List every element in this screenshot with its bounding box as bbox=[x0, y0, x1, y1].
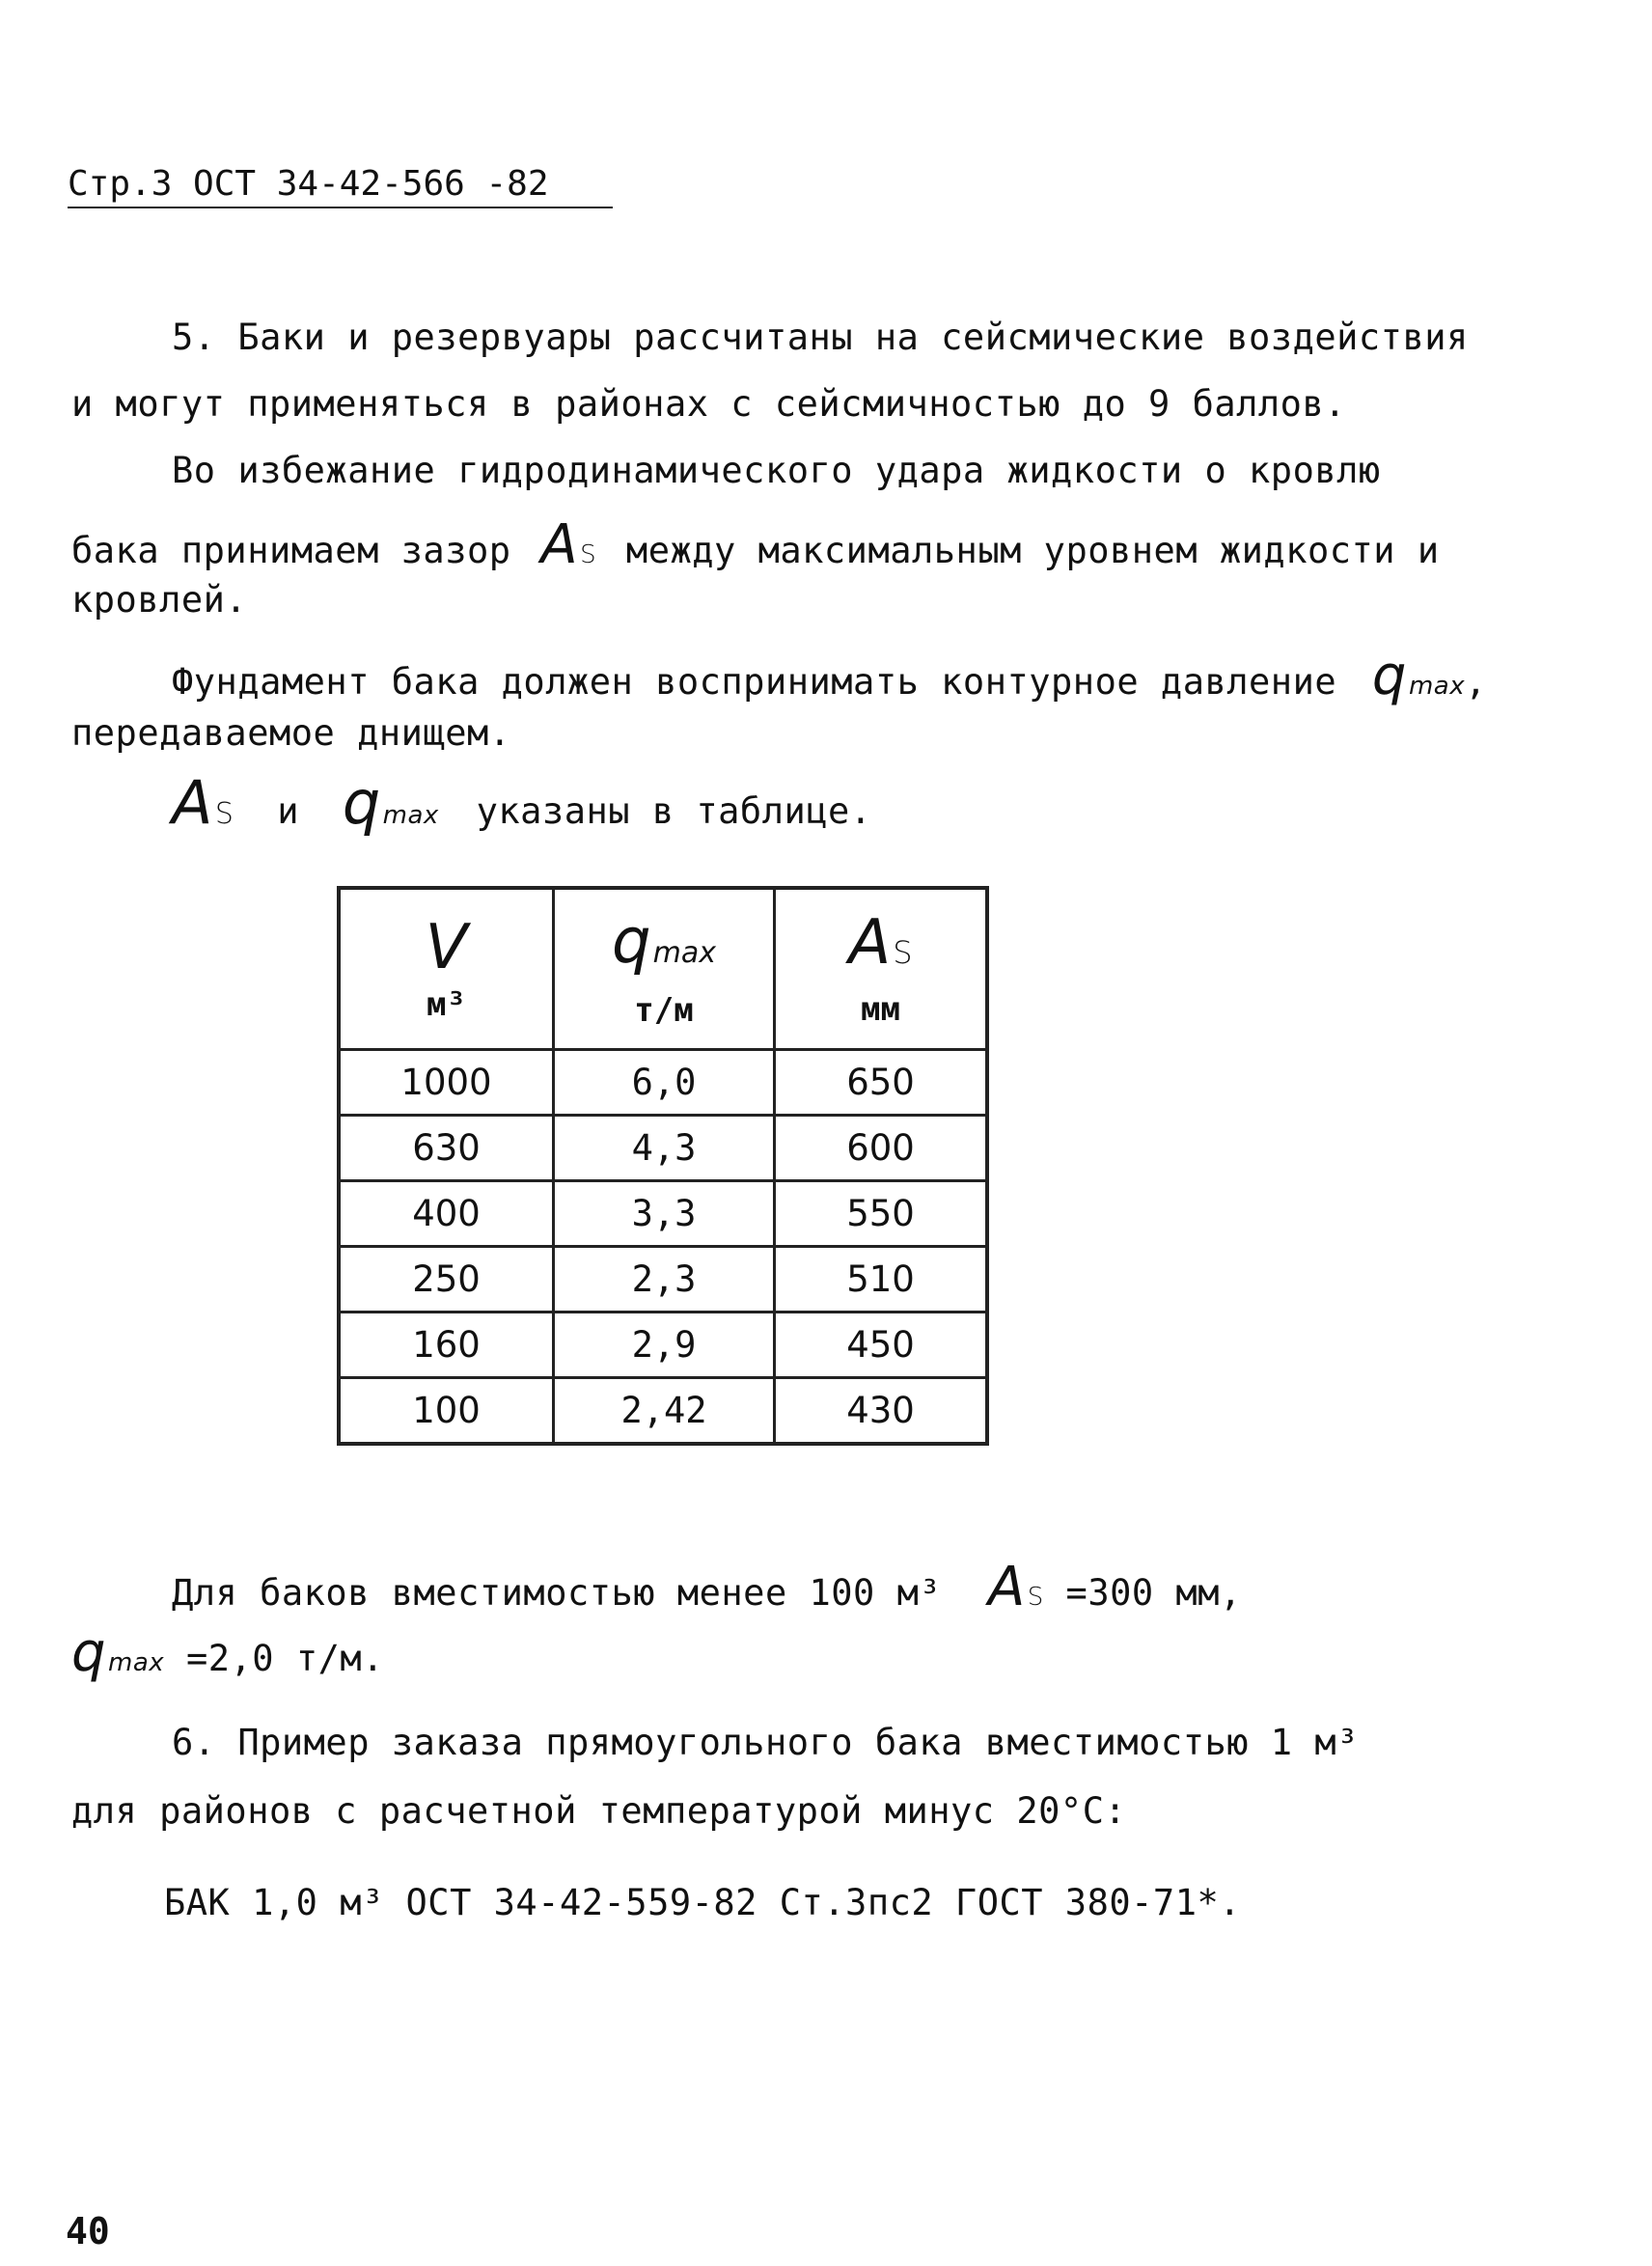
as-symbol-small-main: A bbox=[987, 1556, 1026, 1618]
header-qmax-unit: т/м bbox=[634, 991, 694, 1030]
para-small-line1 bbox=[172, 1556, 1242, 1618]
qmax-symbol-small bbox=[71, 1621, 164, 1684]
as-symbol-ref-main: A bbox=[172, 767, 213, 838]
para6-line2: для районов с расчетной температурой минус 20°С: bbox=[71, 1790, 1127, 1832]
cell-as: 650 bbox=[775, 1050, 988, 1116]
header-as bbox=[775, 888, 988, 1050]
para-small-line2-value: =2,0 т/м. bbox=[185, 1638, 384, 1679]
qmax-symbol-ref-sub: max bbox=[382, 801, 439, 830]
cell-volume: 1000 bbox=[339, 1050, 554, 1116]
table-row bbox=[339, 1313, 987, 1378]
para5-line2: и могут применяться в районах с сейсмичностью до 9 баллов. bbox=[71, 383, 1347, 425]
cell-as: 510 bbox=[775, 1247, 988, 1313]
page-header: Стр.3 ОСТ 34-42-566 -82 bbox=[68, 164, 613, 208]
qmax-symbol bbox=[1372, 645, 1465, 707]
cell-qmax: 6,0 bbox=[554, 1050, 775, 1116]
cell-volume: 630 bbox=[339, 1116, 554, 1181]
as-symbol-small-sub: S bbox=[1027, 1583, 1044, 1612]
para5-line1: 5. Баки и резервуары рассчитаны на сейсмические воздействия bbox=[172, 317, 1469, 358]
cell-volume: 250 bbox=[339, 1247, 554, 1313]
header-volume-symbol: V bbox=[425, 912, 468, 983]
order-example: БАК 1,0 м³ ОСТ 34-42-559-82 Ст.3пс2 ГОСТ 380-71*. bbox=[164, 1882, 1242, 1923]
para-found-line2: передаваемое днищем. bbox=[71, 712, 511, 754]
cell-volume: 100 bbox=[339, 1378, 554, 1445]
table-row bbox=[339, 1181, 987, 1247]
table-row bbox=[339, 1050, 987, 1116]
cell-as: 430 bbox=[775, 1378, 988, 1445]
and-word: и bbox=[277, 790, 300, 832]
page-number: 40 bbox=[66, 2210, 110, 2252]
parameters-table bbox=[337, 886, 989, 1446]
para-found-line1 bbox=[172, 645, 1487, 707]
header-volume-unit: м³ bbox=[427, 985, 466, 1024]
para-small-line1-text: Для баков вместимостью менее 100 м³ bbox=[172, 1572, 942, 1614]
qmax-symbol-main: q bbox=[1371, 645, 1407, 707]
table-row bbox=[339, 1247, 987, 1313]
cell-as: 550 bbox=[775, 1181, 988, 1247]
table-row bbox=[339, 1378, 987, 1445]
header-qmax-symbol bbox=[555, 906, 773, 989]
cell-qmax: 2,42 bbox=[554, 1378, 775, 1445]
cell-qmax: 2,9 bbox=[554, 1313, 775, 1378]
qmax-symbol-small-sub: max bbox=[108, 1648, 165, 1677]
para6-line1: 6. Пример заказа прямоугольного бака вместимостью 1 м³ bbox=[172, 1722, 1359, 1763]
header-qmax-main: q bbox=[612, 906, 651, 978]
cell-qmax: 2,3 bbox=[554, 1247, 775, 1313]
qmax-symbol-ref-main: q bbox=[342, 767, 381, 838]
cell-as: 450 bbox=[775, 1313, 988, 1378]
header-as-symbol bbox=[776, 907, 985, 988]
as-symbol bbox=[540, 513, 596, 576]
comma: , bbox=[1465, 661, 1487, 703]
para-gap-line2-start: бака принимаем зазор bbox=[71, 530, 511, 571]
cell-volume: 400 bbox=[339, 1181, 554, 1247]
header-as-main: A bbox=[848, 907, 892, 979]
qmax-symbol-small-main: q bbox=[71, 1621, 107, 1684]
header-as-unit: мм bbox=[861, 990, 900, 1029]
qmax-symbol-sub: max bbox=[1408, 672, 1466, 701]
as-symbol-small bbox=[988, 1556, 1044, 1618]
header-as-sub: S bbox=[893, 934, 913, 971]
para-gap-line1: Во избежание гидродинамического удара жидкости о кровлю bbox=[172, 450, 1381, 491]
header-qmax bbox=[554, 888, 775, 1050]
table-header-row bbox=[339, 888, 987, 1050]
para-gap-line2-end: между максимальным уровнем жидкости и bbox=[625, 530, 1440, 571]
cell-qmax: 3,3 bbox=[554, 1181, 775, 1247]
para-small-line2 bbox=[71, 1621, 384, 1684]
para-gap-line2 bbox=[71, 513, 1440, 576]
as-symbol-ref-sub: S bbox=[214, 797, 234, 831]
qmax-symbol-ref bbox=[343, 767, 439, 838]
as-symbol-main: A bbox=[540, 513, 579, 576]
table-ref-text: указаны в таблице. bbox=[476, 790, 872, 832]
para-small-line1-value: =300 мм, bbox=[1065, 1572, 1242, 1614]
header-qmax-sub: max bbox=[652, 936, 716, 970]
cell-qmax: 4,3 bbox=[554, 1116, 775, 1181]
as-symbol-sub: S bbox=[580, 540, 597, 569]
as-symbol-ref bbox=[172, 767, 234, 838]
cell-volume: 160 bbox=[339, 1313, 554, 1378]
para-table-ref bbox=[172, 767, 872, 838]
para-gap-line3: кровлей. bbox=[71, 579, 248, 621]
para-found-line1-text: Фундамент бака должен воспринимать контурное давление bbox=[172, 661, 1337, 703]
header-volume bbox=[339, 888, 554, 1050]
cell-as: 600 bbox=[775, 1116, 988, 1181]
table-row bbox=[339, 1116, 987, 1181]
